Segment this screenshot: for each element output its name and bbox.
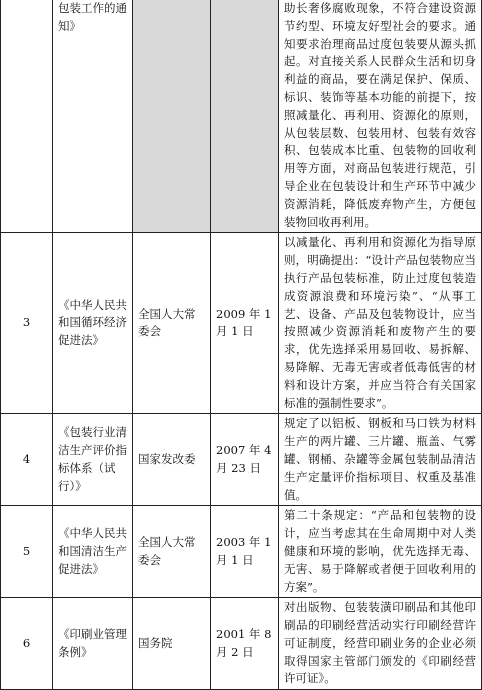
regulation-name: 《包装行业清洁生产评价指标体系（试行）》 <box>53 414 133 506</box>
issuing-authority <box>133 0 211 233</box>
regulation-name: 《中华人民共和国循环经济促进法》 <box>53 233 133 414</box>
effective-date <box>211 0 279 233</box>
issuing-authority: 国家发改委 <box>133 414 211 506</box>
issuing-authority: 国务院 <box>133 598 211 690</box>
regulation-name: 《中华人民共和国清洁生产促进法》 <box>53 506 133 598</box>
table-row <box>1 598 482 690</box>
row-number <box>1 0 53 233</box>
row-number: 5 <box>1 506 53 598</box>
issuing-authority: 全国人大常委会 <box>133 233 211 414</box>
regulation-content: 助长奢侈腐败现象，不符合建设资源节约型、环境友好型社会的要求。通知要求治理商品过度包装要从源头抓起。对直接关系人民群众生活和切身利益的商品，要在满足保护、保质、标识、装饰等基本功能的前提下，按照减量化、再利用、资源化的原则，从包装层数、包装用材、包装有效容积、包装成本比重、包装物的回收利用等方面，对商品包装进行规范，引导企业在包装设计和生产环节中减少资源消耗，降低废弃物产生，方便包装物回收再利用。 <box>279 0 482 233</box>
table-row <box>1 233 482 414</box>
row-number: 3 <box>1 233 53 414</box>
row-number: 4 <box>1 414 53 506</box>
issuing-authority: 全国人大常委会 <box>133 506 211 598</box>
regulation-content: 以减量化、再利用和资源化为指导原则，明确提出：“设计产品包装物应当执行产品包装标准，防止过度包装造成资源浪费和环境污染”、“从事工艺、设备、产品及包装物设计，应当按照减少资源消耗和废物产生的要求，优先选择采用易回收、易拆解、易降解、无毒无害或者低毒低害的材料和设计方案，并应当符合有关国家标准的强制性要求”。 <box>279 233 482 414</box>
effective-date: 2007 年 4 月 23 日 <box>211 414 279 506</box>
effective-date: 2001 年 8 月 2 日 <box>211 598 279 690</box>
table-row <box>1 0 482 233</box>
row-number: 6 <box>1 598 53 690</box>
table-row <box>1 506 482 598</box>
regulation-content: 规定了以铝板、钢板和马口铁为材料生产的两片罐、三片罐、瓶盖、气雾罐、钢桶、杂罐等金属包装制品清洁生产定量评价指标项目、权重及基准值。 <box>279 414 482 506</box>
regulation-content: 对出版物、包装装潢印刷品和其他印刷品的印刷经营活动实行印刷经营许可证制度，经营印刷业务的企业必须取得国家主管部门颁发的《印刷经营许可证》。 <box>279 598 482 690</box>
regulation-name: 《印刷业管理条例》 <box>53 598 133 690</box>
effective-date: 2003 年 1 月 1 日 <box>211 506 279 598</box>
table-row <box>1 414 482 506</box>
regulation-content: 第二十条规定：“产品和包装物的设计，应当考虑其在生命周期中对人类健康和环境的影响，优先选择无毒、无害、易于降解或者便于回收利用的方案”。 <box>279 506 482 598</box>
regulation-name: 包装工作的通知》 <box>53 0 133 233</box>
effective-date: 2009 年 1 月 1 日 <box>211 233 279 414</box>
